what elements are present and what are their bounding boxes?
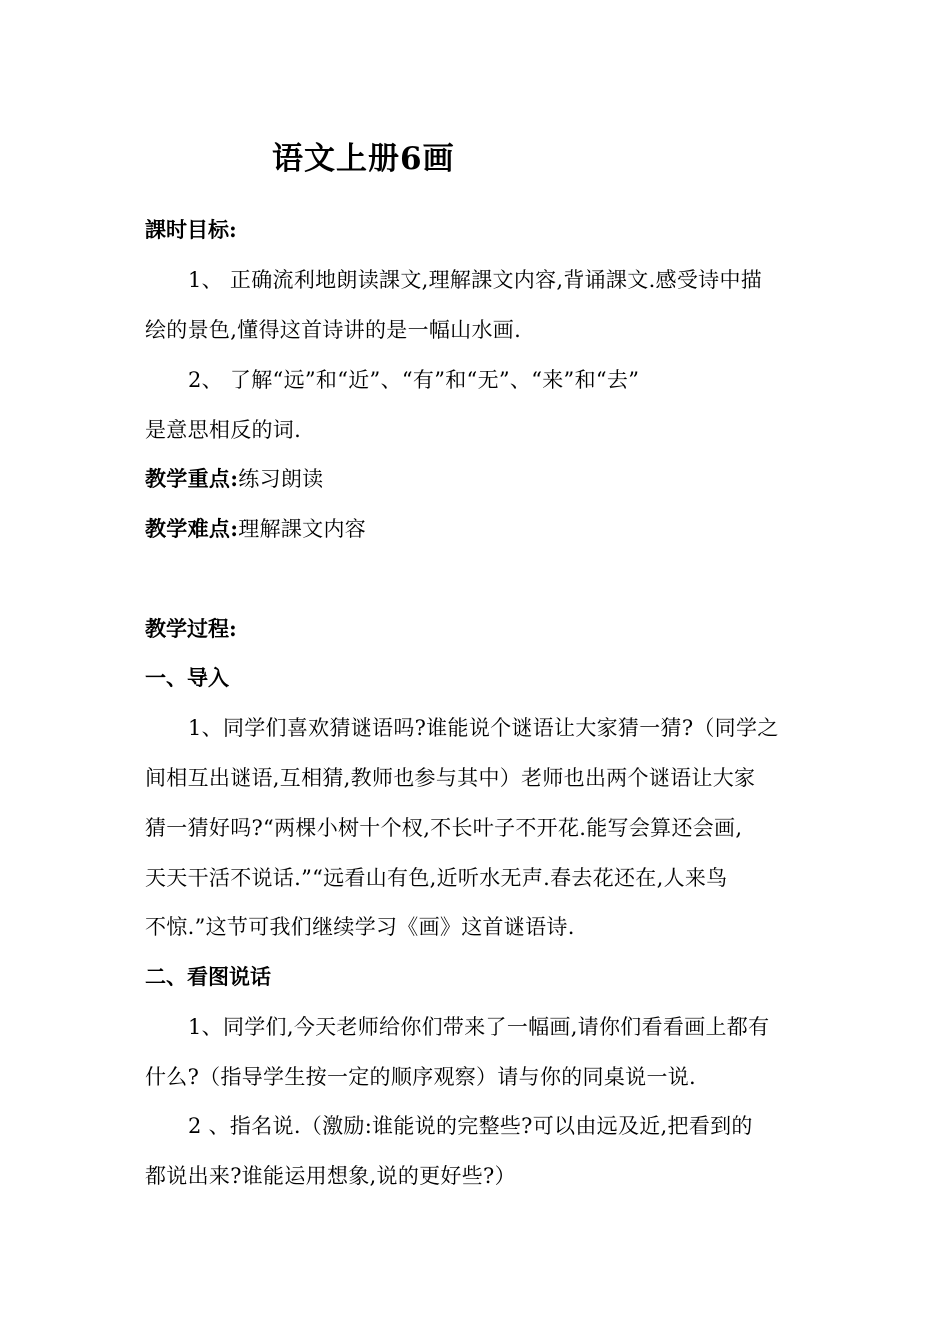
section-2-line-1: 1、同学们,今天老师给你们带来了一幅画,请你们看看画上都有: [188, 1015, 770, 1039]
objective-2-line-1: 2、 了解“远”和“近”、“有”和“无”、“来”和“去”: [188, 368, 640, 392]
section-2-heading: 二、看图说话: [145, 964, 271, 989]
process-heading: 教学过程:: [145, 616, 237, 641]
key-point-value: 练习朗读: [238, 467, 324, 491]
objective-1-line-1: 1、 正确流利地朗读課文,理解課文内容,背诵課文.感受诗中描: [188, 268, 763, 292]
section-1-line-3: 猜一猜好吗?“两棵小树十个杈,不长叶子不开花.能写会算还会画,: [145, 816, 743, 840]
section-2-line-3: 2 、指名说.（激励:谁能说的完整些?可以由远及近,把看到的: [188, 1114, 753, 1138]
objective-2-line-2: 是意思相反的词.: [145, 418, 302, 442]
section-1-line-2: 间相互出谜语,互相猜,教师也参与其中）老师也出两个谜语让大家: [145, 766, 756, 790]
document-title: 语文上册6画: [272, 141, 455, 177]
objectives-heading: 課时目标:: [145, 217, 237, 242]
section-1-line-4: 天天干活不说话.”“远看山有色,近听水无声.春去花还在,人来鸟: [145, 866, 728, 890]
section-2-line-2: 什么?（指导学生按一定的顺序观察）请与你的同桌说一说.: [145, 1065, 697, 1089]
key-point-label: 教学重点:: [145, 466, 239, 491]
difficulty: [145, 513, 366, 543]
difficulty-label: 教学难点:: [145, 516, 239, 541]
difficulty-value: 理解課文内容: [238, 517, 367, 541]
objective-1-line-2: 绘的景色,懂得这首诗讲的是一幅山水画.: [145, 318, 522, 342]
key-point: [145, 463, 323, 493]
section-1-line-1: 1、同学们喜欢猜谜语吗?谁能说个谜语让大家猜一猜?（同学之: [188, 716, 779, 740]
section-2-line-4: 都说出来?谁能运用想象,说的更好些?）: [145, 1164, 516, 1188]
section-1-heading: 一、导入: [145, 665, 229, 690]
section-1-line-5: 不惊.”这节可我们继续学习《画》这首谜语诗.: [145, 915, 575, 939]
